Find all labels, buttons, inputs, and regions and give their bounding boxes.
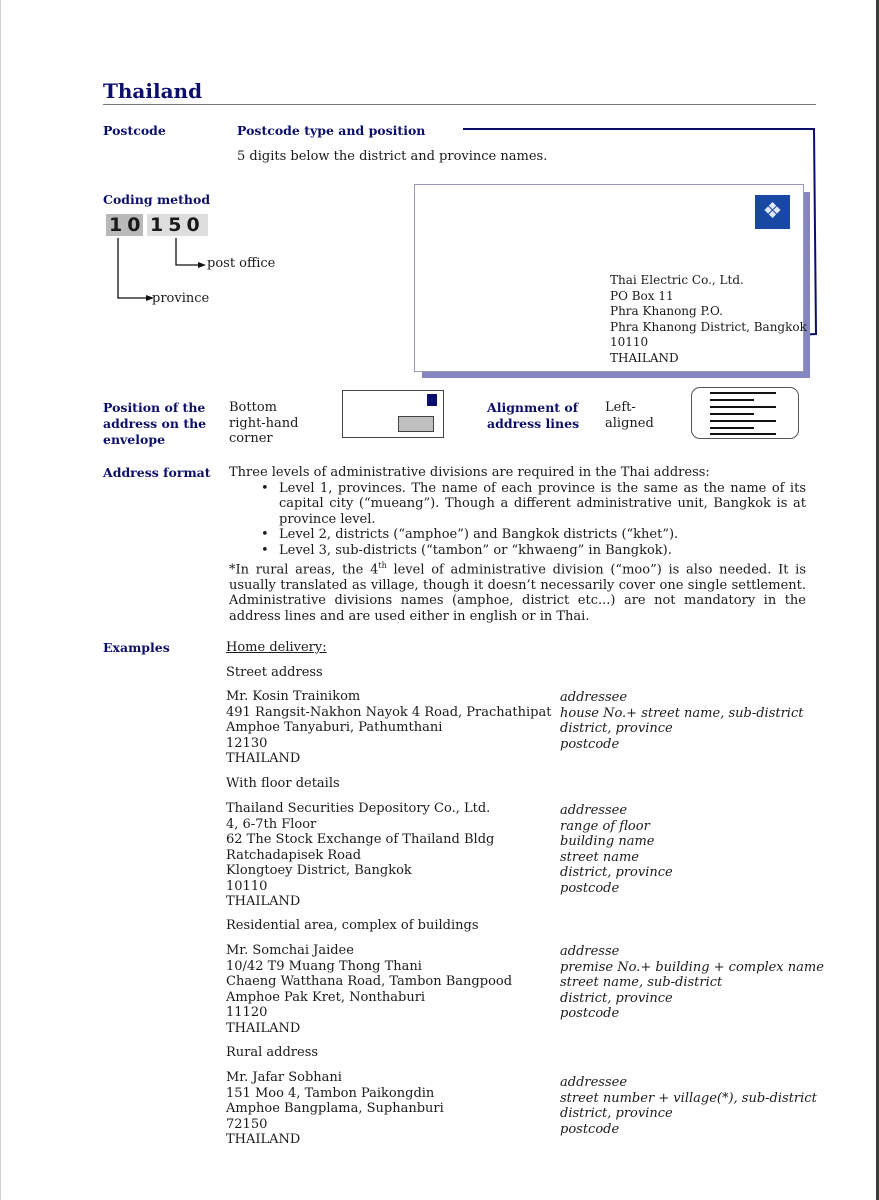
position-label-line: envelope: [103, 432, 166, 447]
title-rule: [103, 104, 816, 105]
example-notes: [560, 690, 820, 752]
example-line: Thailand Securities Depository Co., Ltd.: [226, 801, 491, 816]
alignment-value: [605, 400, 654, 431]
example-line: THAILAND: [226, 1132, 301, 1147]
position-label: [103, 400, 206, 448]
position-label-line: address on the: [103, 416, 207, 431]
code-post-office-digits: 150: [147, 214, 208, 236]
position-value-line: right-hand: [229, 415, 299, 431]
post-office-label: post office: [207, 256, 276, 271]
envelope-address-line: THAILAND: [610, 350, 679, 365]
example-line: 11120: [226, 1005, 268, 1020]
alignment-label-line: Alignment of: [487, 400, 579, 415]
example-address: [226, 689, 556, 767]
example-note: postcode: [560, 1121, 620, 1137]
example-note: house No.+ street name, sub-district: [560, 705, 804, 721]
home-delivery-heading: Home delivery:: [226, 640, 327, 655]
example-note: district, province: [560, 865, 673, 880]
mini-stamp-icon: [427, 394, 437, 406]
example-note: range of floor: [560, 818, 650, 834]
example-line: Ratchadapisek Road: [226, 847, 362, 863]
example-note: addressee: [560, 803, 628, 818]
example-note: addressee: [560, 1075, 628, 1090]
example-note: postcode: [560, 736, 620, 752]
example-address: [226, 1070, 556, 1148]
position-label-line: Position of the: [103, 400, 206, 415]
example-line: 72150: [226, 1116, 268, 1132]
level-item: • Level 3, sub-districts (“tambon” or “khwaeng” in Bangkok).: [255, 543, 806, 559]
province-label: province: [152, 291, 210, 306]
example-note: addresse: [560, 944, 620, 959]
rural-note-sup: th: [378, 561, 387, 570]
example-line: Mr. Jafar Sobhani: [226, 1070, 342, 1085]
rural-note-start: *In rural areas, the 4: [229, 562, 379, 578]
example-line: Amphoe Tanyaburi, Pathumthani: [226, 720, 443, 735]
upu-logo-icon: ❖: [755, 195, 790, 229]
code-province-digits: 10: [106, 214, 143, 236]
example-group-title: With floor details: [226, 776, 340, 791]
example-note: street name, sub-district: [560, 975, 723, 990]
address-format-intro: Three levels of administrative divisions are required in the Thai address:: [229, 465, 710, 480]
example-line: 62 The Stock Exchange of Thailand Bldg: [226, 832, 495, 847]
example-line: 10110: [226, 878, 268, 894]
envelope-address-line: Thai Electric Co., Ltd.: [610, 273, 744, 287]
example-line: Chaeng Watthana Road, Tambon Bangpood: [226, 974, 513, 989]
example-notes: [560, 944, 824, 1022]
example-note: street number + village(*), sub-district: [560, 1090, 817, 1106]
example-notes: [560, 803, 820, 896]
postcode-type-text: 5 digits below the district and province names.: [237, 149, 548, 164]
envelope-address-line: PO Box 11: [610, 288, 674, 303]
example-line: Amphoe Pak Kret, Nonthaburi: [226, 989, 426, 1005]
example-note: addressee: [560, 690, 628, 705]
example-note: postcode: [560, 880, 620, 896]
example-address: [226, 801, 556, 910]
example-group-title: Residential area, complex of buildings: [226, 918, 479, 933]
postcode-type-heading: Postcode type and position: [237, 123, 426, 138]
example-line: 151 Moo 4, Tambon Paikongdin: [226, 1085, 435, 1101]
page-edge-left: [0, 0, 1, 1200]
example-note: district, province: [560, 1106, 673, 1121]
example-line: 491 Rangsit-Nakhon Nayok 4 Road, Prachathipat: [226, 704, 552, 720]
example-note: street name: [560, 849, 639, 865]
example-note: building name: [560, 834, 655, 849]
rural-note: [229, 558, 806, 624]
example-group-title: Street address: [226, 665, 323, 680]
example-note: district, province: [560, 990, 673, 1006]
levels-list: [255, 481, 806, 559]
position-value: [229, 400, 299, 447]
example-group-title: Rural address: [226, 1045, 319, 1060]
position-value-line: Bottom: [229, 400, 277, 415]
position-value-line: corner: [229, 431, 273, 446]
rural-note-rest: level of administrative division (“moo”) is also needed. It is usually translated as village, though it doesn’t necessarily cover one single settlement. Administrative divisions names (amphoe, district etc...) are not mandatory in the address lines and are used either in english or in Thai.: [229, 562, 807, 624]
envelope-address: [610, 273, 807, 366]
example-line: 4, 6-7th Floor: [226, 816, 317, 832]
postcode-label: Postcode: [103, 123, 166, 138]
envelope-address-line: Phra Khanong P.O.: [610, 304, 723, 318]
example-address: [226, 943, 556, 1036]
example-line: THAILAND: [226, 894, 301, 909]
page-title: Thailand: [103, 79, 203, 103]
level-item: • Level 1, provinces. The name of each province is the same as the name of its capital city (“mueang”). Though a different administrative unit, Bangkok is at province level.: [255, 481, 806, 528]
examples-label: Examples: [103, 640, 170, 655]
address-format-label: Address format: [103, 465, 211, 480]
alignment-value-line: Left-: [605, 400, 636, 415]
example-note: premise No.+ building + complex name: [560, 959, 824, 975]
example-line: Mr. Kosin Trainikom: [226, 689, 361, 704]
alignment-value-line: aligned: [605, 415, 654, 431]
example-note: district, province: [560, 721, 673, 736]
level-item: • Level 2, districts (“amphoe”) and Bangkok districts (“khet”).: [255, 527, 806, 543]
example-line: Amphoe Bangplama, Suphanburi: [226, 1101, 444, 1116]
example-line: 12130: [226, 735, 268, 751]
example-line: Klongtoey District, Bangkok: [226, 863, 412, 878]
example-notes: [560, 1075, 820, 1137]
example-line: 10/42 T9 Muang Thong Thani: [226, 958, 422, 974]
example-line: Mr. Somchai Jaidee: [226, 943, 354, 958]
address-format-text: [229, 465, 806, 624]
coding-method-label: Coding method: [103, 192, 211, 207]
envelope-address-line: 10110: [610, 335, 649, 349]
mini-address-block-icon: [398, 416, 434, 432]
alignment-label-line: address lines: [487, 416, 580, 431]
example-note: postcode: [560, 1006, 620, 1021]
left-aligned-lines-icon: [691, 387, 799, 439]
example-line: THAILAND: [226, 1020, 301, 1036]
envelope-address-line: Phra Khanong District, Bangkok: [610, 319, 807, 334]
alignment-label: [487, 400, 579, 432]
example-line: THAILAND: [226, 751, 301, 766]
